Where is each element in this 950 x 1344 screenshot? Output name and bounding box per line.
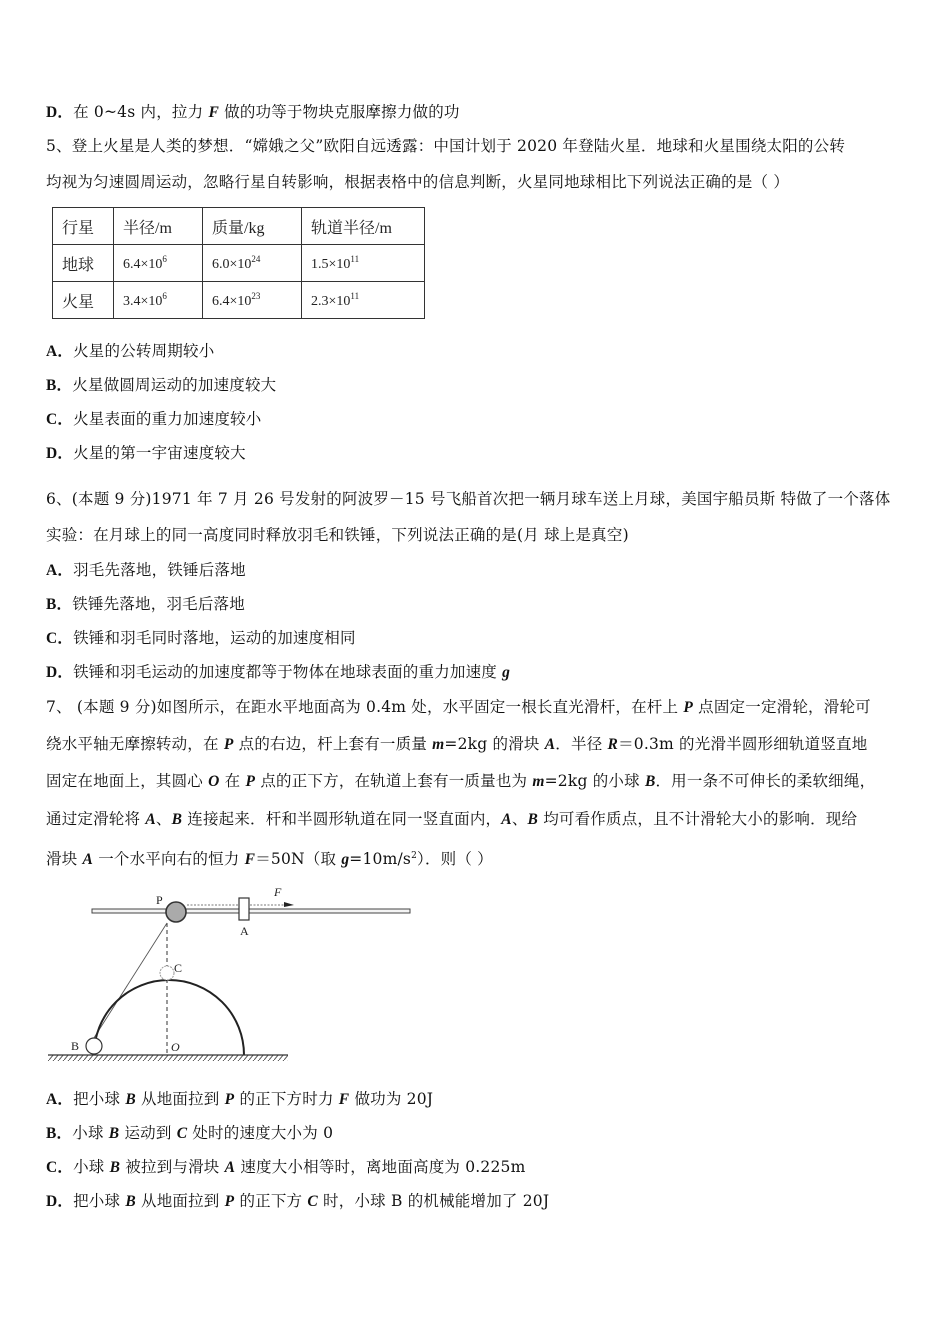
slider-a [239, 898, 249, 920]
svg-text:A: A [240, 924, 249, 938]
q7-stem-line3: 固定在地面上，其圆心 O 在 P 点的正下方，在轨道上套有一质量也为 m=2kg 的小球 B．用一条不可伸长的柔软细绳， [46, 772, 876, 790]
q6-option-a: A．羽毛先落地，铁锤后落地 [46, 561, 246, 579]
pulley-p [166, 902, 186, 922]
table-header: 质量/kg [203, 208, 302, 245]
table-cell: $3.4\times 10^6$ [114, 282, 203, 319]
horizontal-rod [92, 909, 410, 913]
q5-stem-line1: 5、登上火星是人类的梦想．“嫦娥之父”欧阳自远透露：中国计划于 2020 年登陆火星．地球和火星围绕太阳的公转 [46, 137, 846, 155]
q5-option-b: B．火星做圆周运动的加速度较大 [46, 376, 277, 394]
ball-b [86, 1038, 102, 1054]
table-cell: $6.0\times 10^{24}$ [203, 245, 302, 282]
q5-option-a: A．火星的公转周期较小 [46, 342, 215, 360]
table-header: 半径/m [114, 208, 203, 245]
svg-text:B: B [71, 1039, 80, 1053]
semicircle-track [94, 980, 244, 1055]
q7-option-d: D．把小球 B 从地面拉到 P 的正下方 C 时，小球 B 的机械能增加了 20J [46, 1192, 550, 1210]
ground [48, 1055, 288, 1061]
table-header-row [53, 208, 425, 245]
q7-option-c: C．小球 B 被拉到与滑块 A 速度大小相等时，离地面高度为 0.225m [46, 1158, 526, 1176]
table-header: 轨道半径/m [302, 208, 425, 245]
q7-stem-line4: 通过定滑轮将 A、B 连接起来．杆和半圆形轨道在同一竖直面内，A、B 均可看作质点，且不计滑轮大小的影响．现给 [46, 810, 858, 828]
q6-stem-line2: 实验：在月球上的同一高度同时释放羽毛和铁锤，下列说法正确的是(月 球上是真空) [46, 526, 629, 544]
table-cell: $2.3\times 10^{11}$ [302, 282, 425, 319]
q5-option-c: C．火星表面的重力加速度较小 [46, 410, 262, 428]
table-cell: $6.4\times 10^6$ [114, 245, 203, 282]
option-letter: D． [46, 104, 74, 121]
table-cell: 地球 [53, 245, 114, 282]
q7-stem-line5: 滑块 A 一个水平向右的恒力 F＝50N（取 $g=10m/s^2$）．则（ ） [46, 850, 493, 868]
table-row [53, 245, 425, 282]
table-cell: $6.4\times 10^{23}$ [203, 282, 302, 319]
q5-option-d: D．火星的第一宇宙速度较大 [46, 444, 246, 462]
svg-text:C: C [174, 961, 183, 975]
ball-c-position [160, 966, 174, 980]
pulley-track-diagram [44, 880, 414, 1065]
q5-stem-line2: 均视为匀速圆周运动，忽略行星自转影响，根据表格中的信息判断，火星同地球相比下列说法正确的是（ ） [46, 173, 790, 191]
q6-stem-line1: 6、(本题 9 分)1971 年 7 月 26 号发射的阿波罗－15 号飞船首次把一辆月球车送上月球，美国宇船员斯 特做了一个落体 [46, 490, 891, 508]
planet-data-table [52, 207, 425, 319]
force-arrow-icon [284, 902, 294, 907]
table-cell: 火星 [53, 282, 114, 319]
table-row [53, 282, 425, 319]
q7-option-b: B．小球 B 运动到 C 处时的速度大小为 0 [46, 1124, 334, 1142]
q4-option-d: D．在 0~4s 内，拉力 F 做的功等于物块克服摩擦力做的功 [46, 103, 460, 121]
svg-text:P: P [156, 893, 163, 907]
q7-option-a: A．把小球 B 从地面拉到 P 的正下方时力 F 做功为 20J [46, 1090, 434, 1108]
q6-option-b: B．铁锤先落地，羽毛后落地 [46, 595, 245, 613]
q6-option-c: C．铁锤和羽毛同时落地，运动的加速度相同 [46, 629, 356, 647]
q7-stem-line1: 7、 (本题 9 分)如图所示，在距水平地面高为 0.4m 处，水平固定一根长直光滑杆，在杆上 P 点固定一定滑轮，滑轮可 [46, 698, 871, 716]
table-cell: $1.5\times 10^{11}$ [302, 245, 425, 282]
q6-option-d: D．铁锤和羽毛运动的加速度都等于物体在地球表面的重力加速度 g [46, 663, 511, 681]
table-header: 行星 [53, 208, 114, 245]
q7-stem-line2: 绕水平轴无摩擦转动，在 P 点的右边，杆上套有一质量 m=2kg 的滑块 A．半径 R＝0.3m 的光滑半圆形细轨道竖直地 [46, 735, 868, 753]
svg-text:O: O [171, 1040, 180, 1054]
svg-text:F: F [274, 885, 282, 899]
